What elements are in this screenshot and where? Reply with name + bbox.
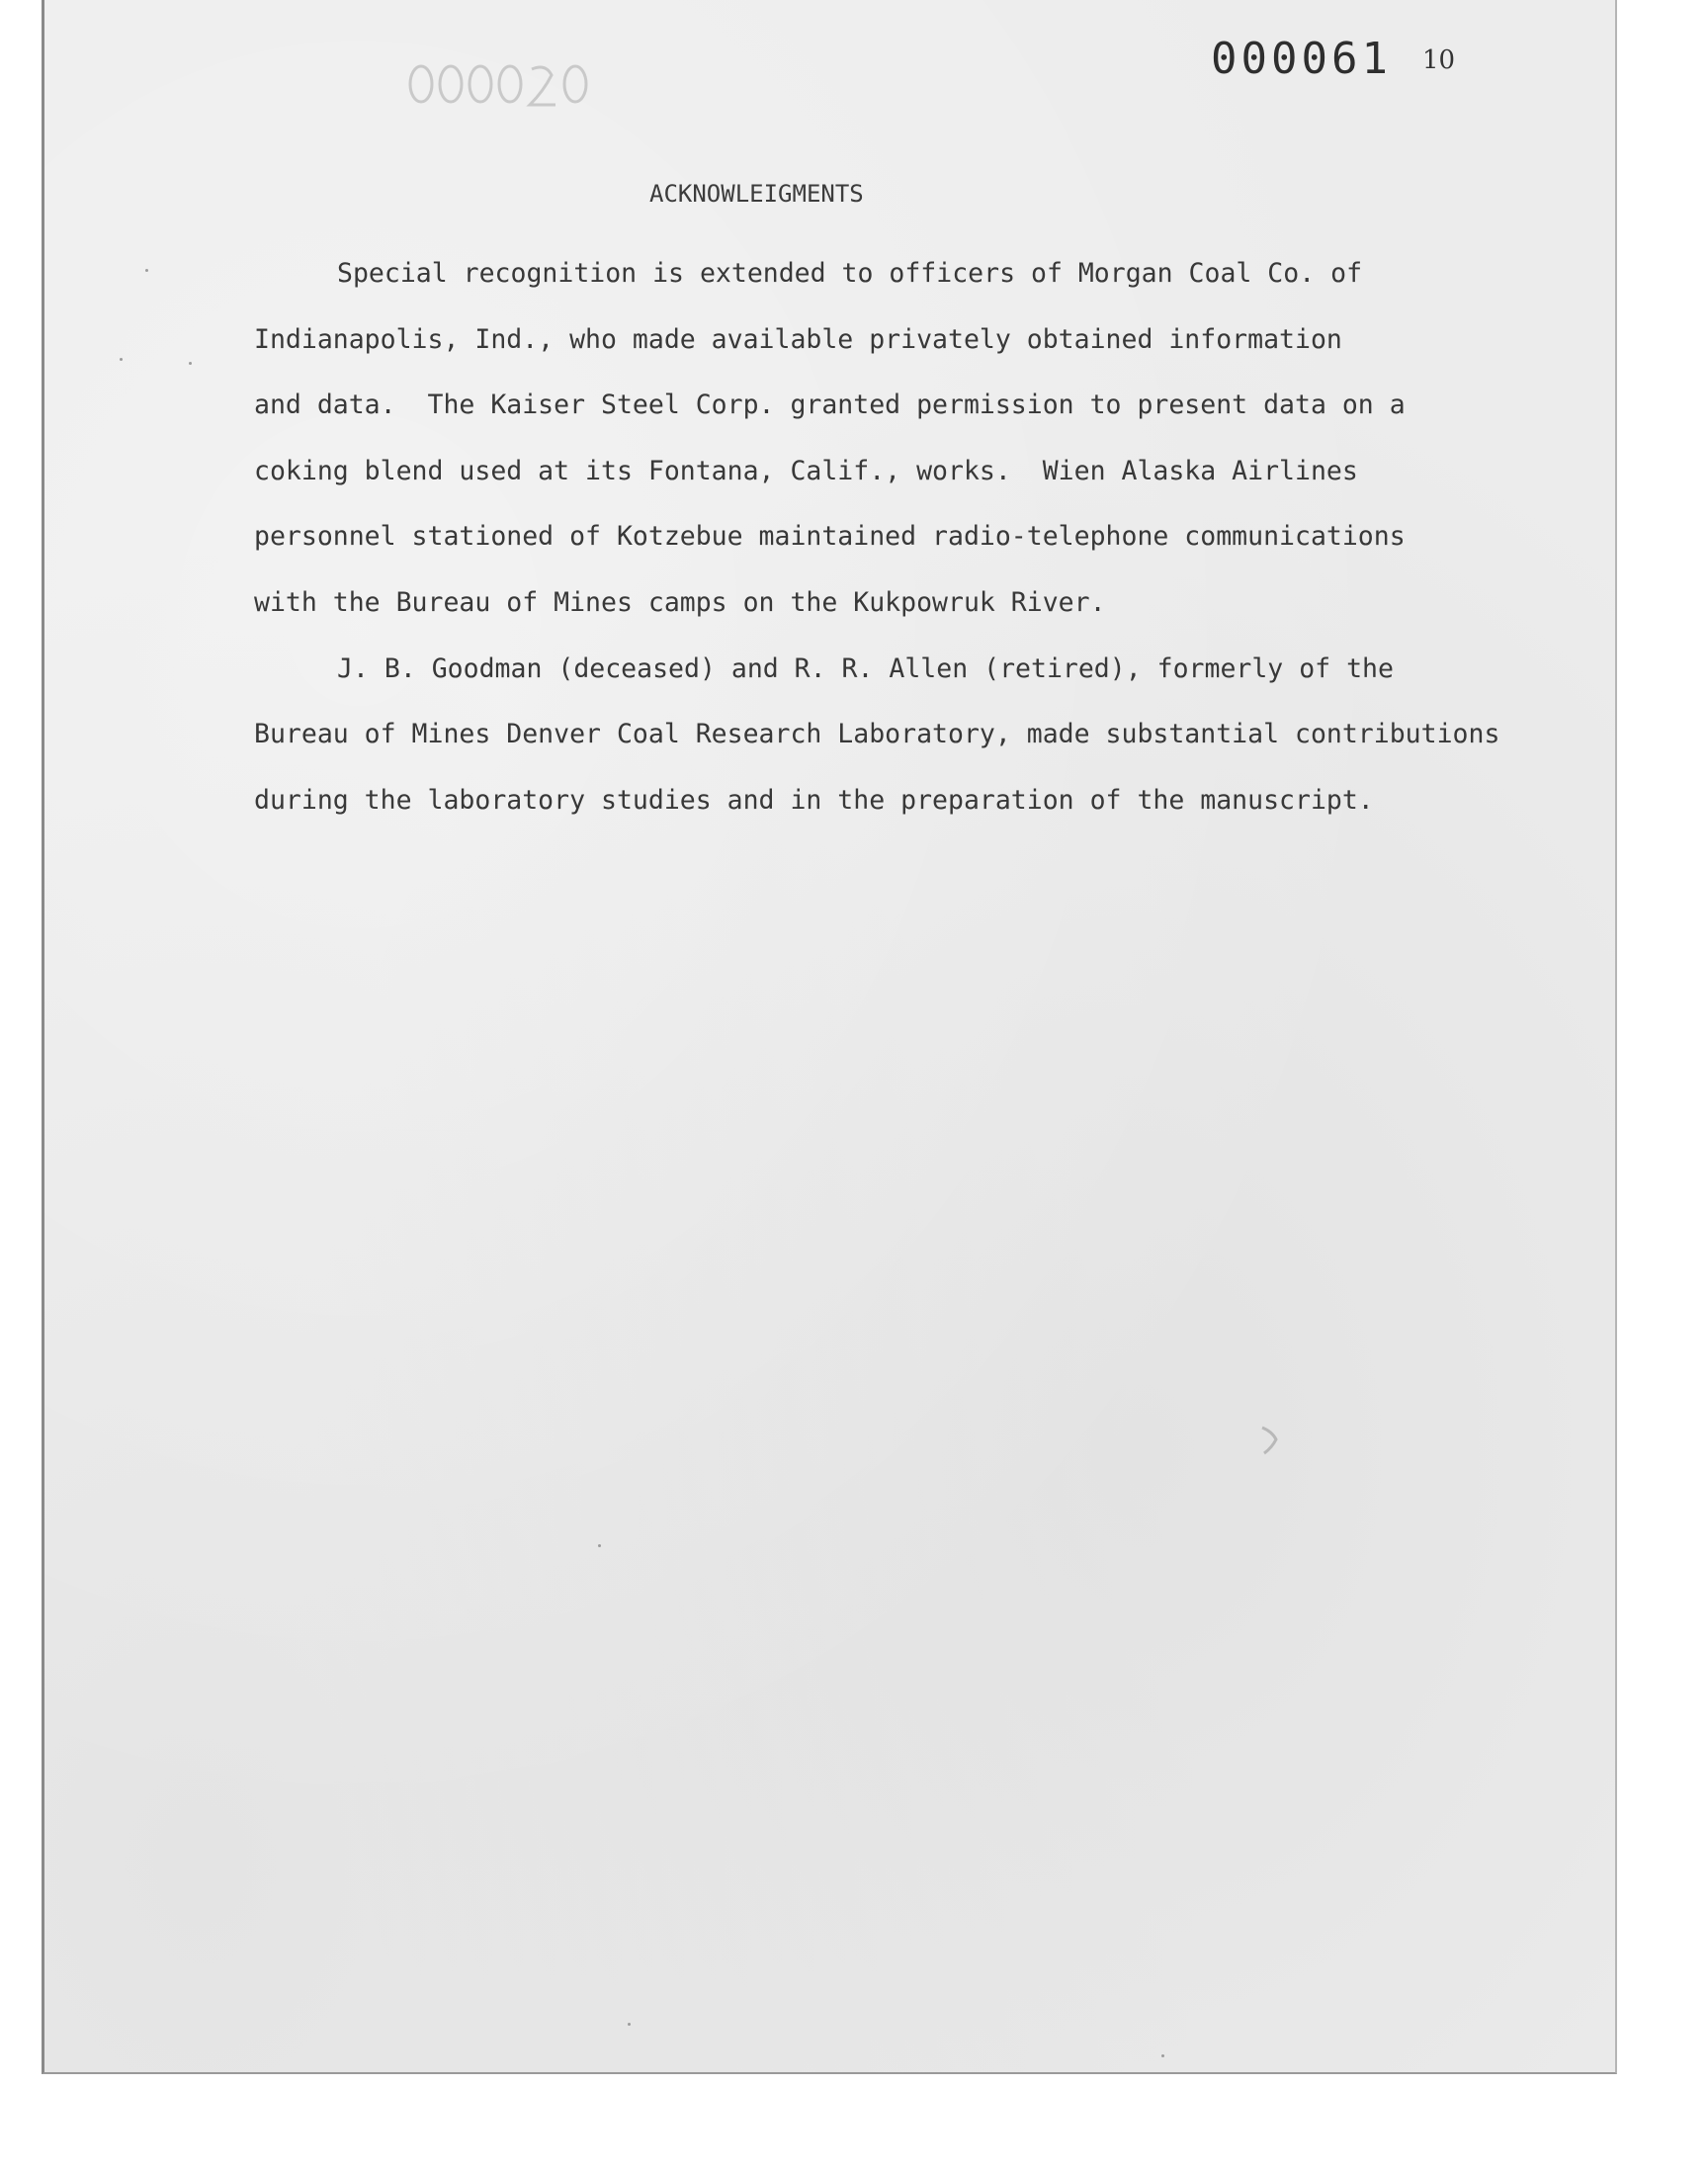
- text-line: personnel stationed of Kotzebue maintained radio-telephone communications: [254, 521, 1406, 553]
- paper-speck: [189, 362, 192, 365]
- paper-smudge: [1258, 1424, 1280, 1457]
- paragraph: [254, 241, 1613, 637]
- text-line: with the Bureau of Mines camps on the Kukpowruk River.: [254, 586, 1106, 618]
- paper-speck: [145, 269, 148, 272]
- paper-speck: [598, 1544, 601, 1547]
- text-line: Special recognition is extended to officers of Morgan Coal Co. of: [337, 258, 1363, 289]
- text-line: Bureau of Mines Denver Coal Research Laboratory, made substantial contributions: [254, 719, 1500, 750]
- paper-speck: [1161, 2054, 1164, 2057]
- body-text: [254, 241, 1613, 833]
- text-line: J. B. Goodman (deceased) and R. R. Allen (retired), formerly of the: [337, 652, 1394, 684]
- paragraph: [254, 637, 1613, 834]
- text-line: during the laboratory studies and in the preparation of the manuscript.: [254, 784, 1374, 816]
- paper-speck: [628, 2023, 631, 2026]
- paper-speck: [120, 358, 123, 361]
- page-number: 10: [1422, 45, 1456, 75]
- section-title: ACKNOWLEIGMENTS: [649, 180, 864, 208]
- document-control-number: 000061: [1211, 34, 1392, 84]
- text-line: and data. The Kaiser Steel Corp. granted permission to present data on a: [254, 390, 1406, 421]
- document-page: [42, 0, 1617, 2074]
- faded-stamp-mark: [405, 55, 593, 113]
- text-line: Indianapolis, Ind., who made available privately obtained information: [254, 323, 1342, 355]
- text-line: coking blend used at its Fontana, Calif., works. Wien Alaska Airlines: [254, 455, 1358, 486]
